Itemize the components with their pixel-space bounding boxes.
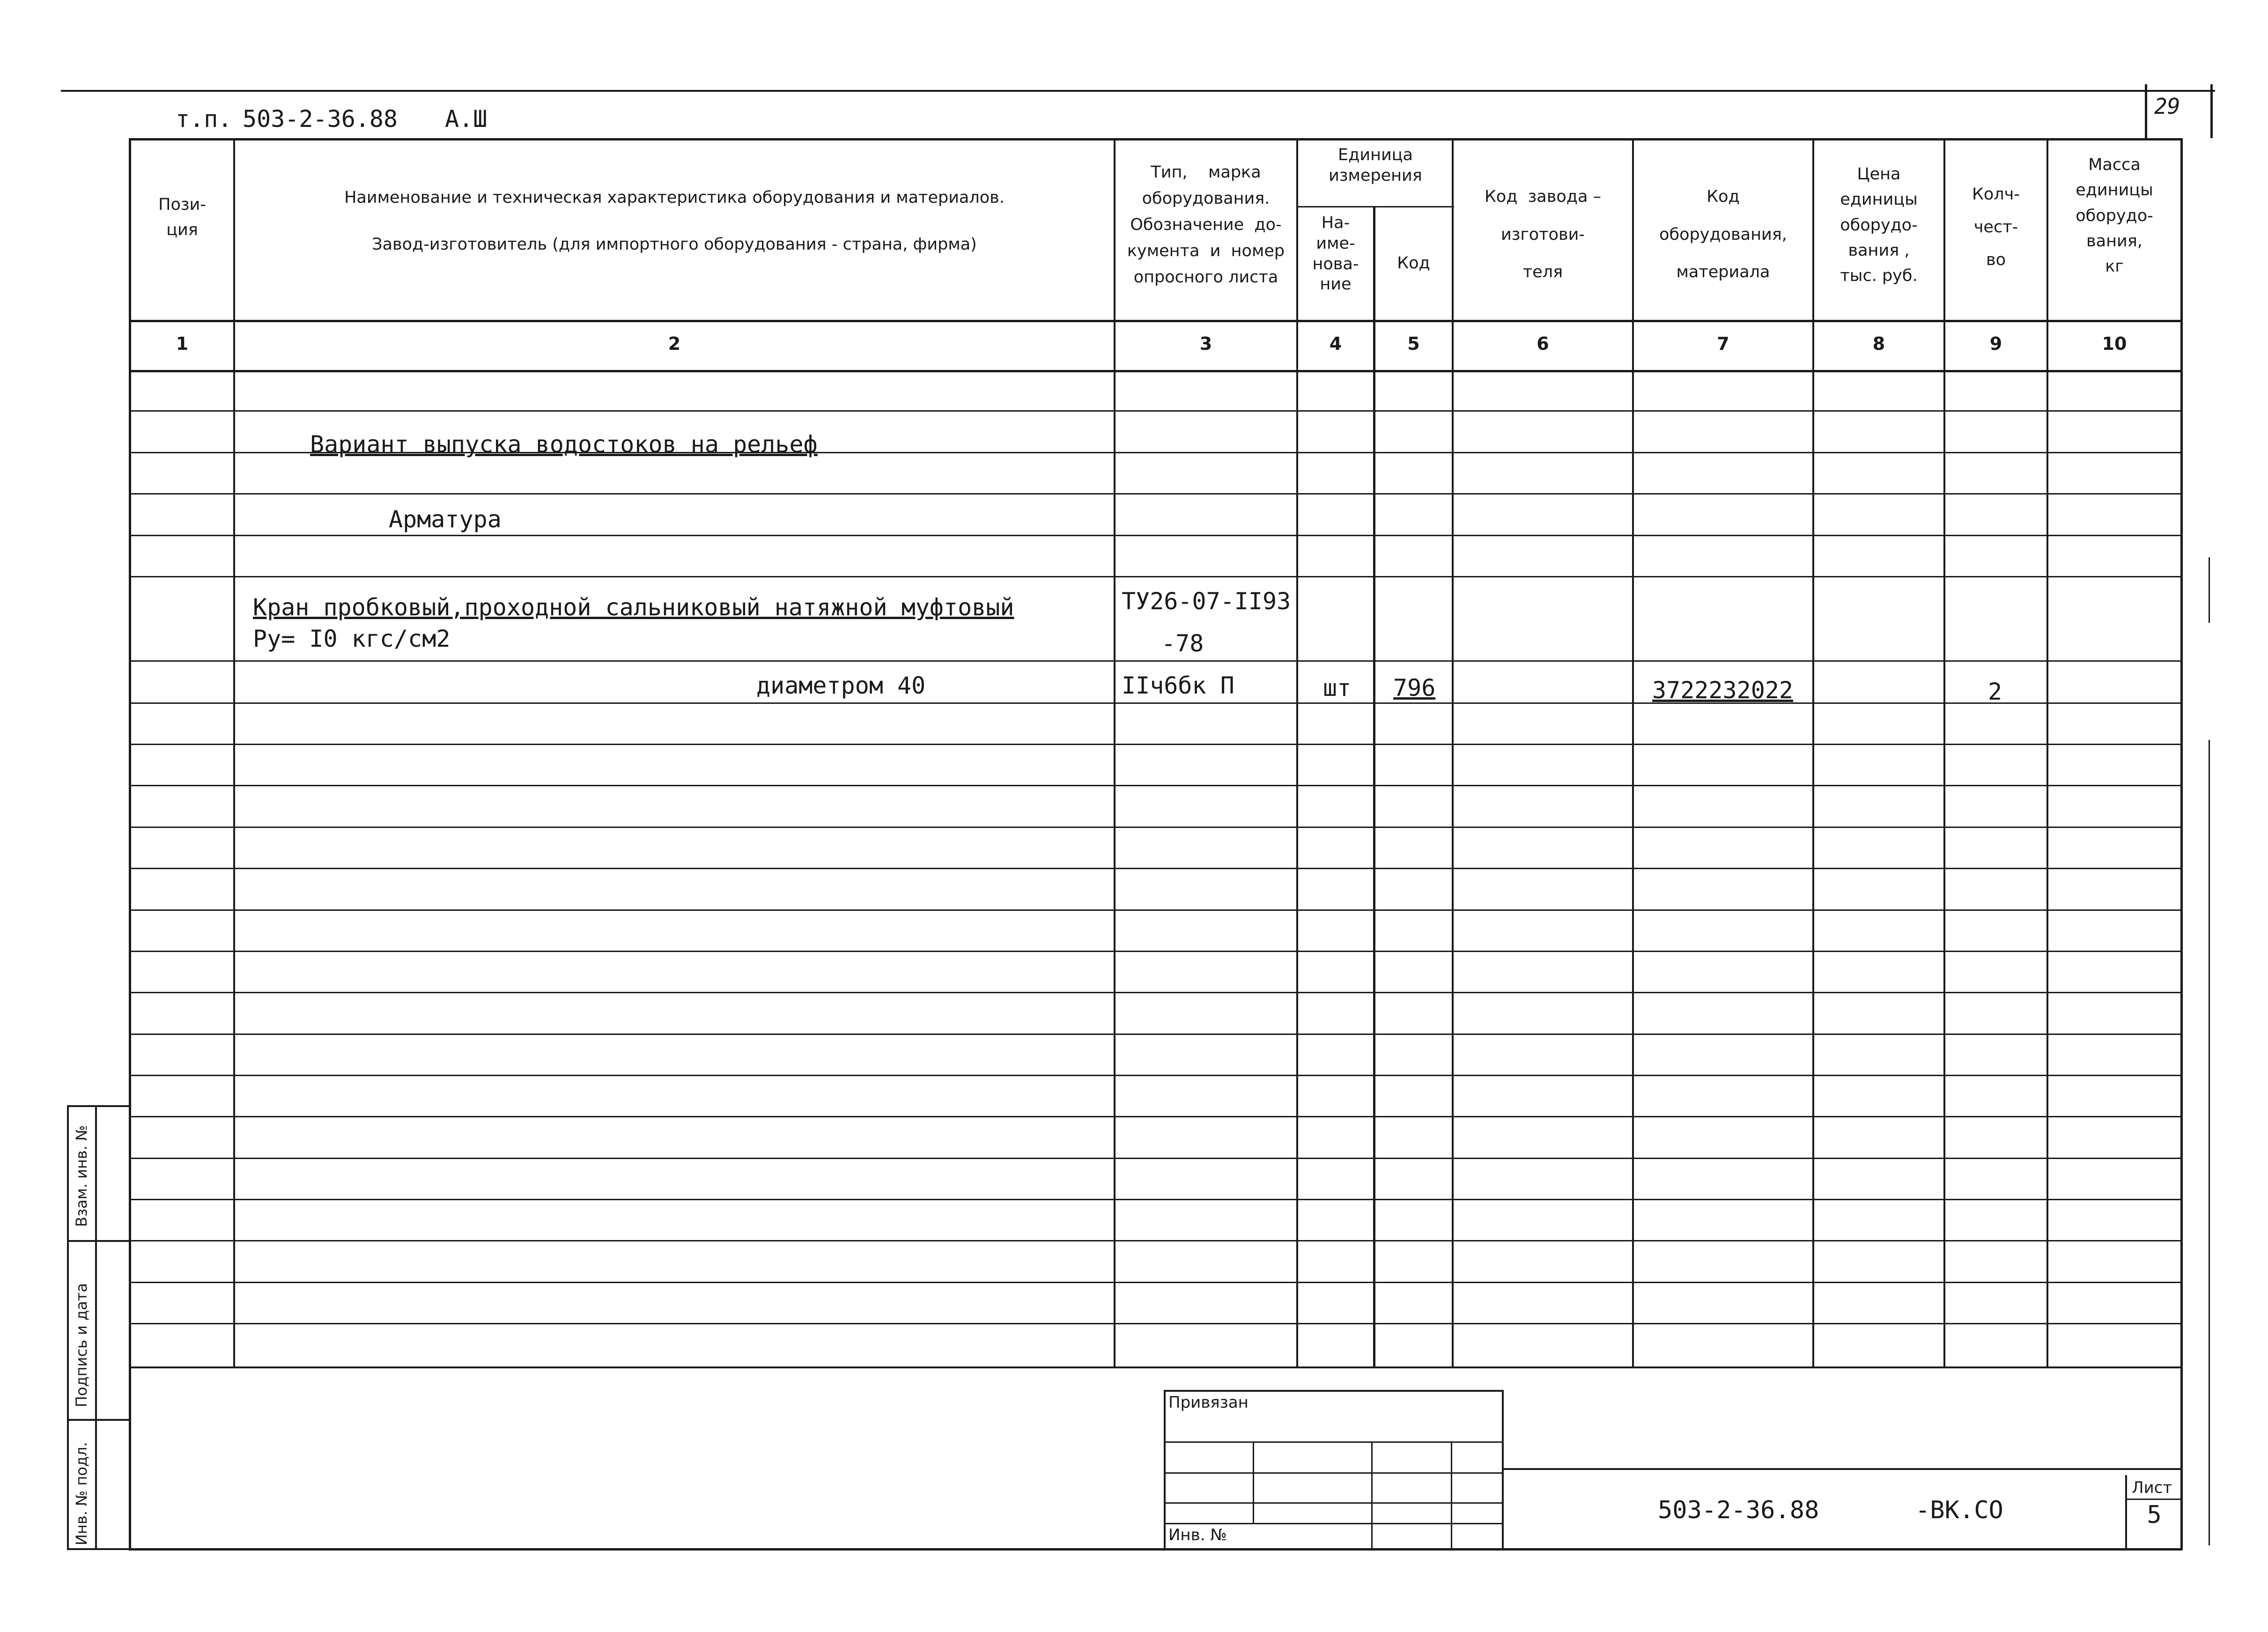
- item-quantity: 2: [1988, 678, 2002, 705]
- inv-label: Инв. №: [1168, 1526, 1227, 1544]
- col-line-4: [1373, 206, 1375, 1367]
- sheet-marker-right: [2210, 84, 2213, 138]
- row-line: [129, 1034, 2182, 1035]
- header-name-line1: Наименование и техническая характеристика оборудования и материалов.: [344, 188, 1005, 207]
- colnum-8: 8: [1872, 333, 1885, 354]
- header-price: Цена единицы оборудо- вания , тыс. руб.: [1840, 165, 1918, 285]
- header-unit-code: Код: [1397, 254, 1430, 273]
- bound-top: [1164, 1390, 1503, 1392]
- row-line: [129, 951, 2182, 952]
- document-code: 503-2-36.88: [243, 105, 398, 133]
- top-border-line: [61, 90, 2215, 92]
- bound-row4: [1164, 1523, 1503, 1524]
- sheet-marker-left: [2145, 84, 2147, 138]
- side-strip-mid: [95, 1105, 97, 1550]
- header-factory-code: Код завода – изготови- теля: [1484, 187, 1602, 281]
- doc-number: 503-2-36.88: [1658, 1496, 1819, 1524]
- colnum-2: 2: [668, 333, 681, 354]
- row-line: [129, 909, 2182, 911]
- section-title: Вариант выпуска водостоков на рельеф: [310, 431, 818, 458]
- col-line-1: [233, 138, 235, 1367]
- table-right: [2180, 138, 2183, 1550]
- row-line: [129, 1282, 2182, 1283]
- item-type-line2: -78: [1161, 630, 1204, 657]
- row-line: [129, 868, 2182, 869]
- bound-label: Привязан: [1168, 1393, 1249, 1412]
- side-strip-div1: [67, 1240, 131, 1242]
- colnum-bottom: [129, 370, 2182, 372]
- table-top: [129, 138, 2182, 140]
- col-line-5: [1452, 138, 1454, 1367]
- colnum-1: 1: [176, 333, 189, 354]
- row-line: [129, 410, 2182, 412]
- header-unit-name: На- име- нова- ние: [1312, 214, 1359, 294]
- item-type-line3: IIч6бк П: [1122, 672, 1234, 699]
- header-type: Тип, марка оборудования. Обозначение до- кумента и номер опросного листа: [1127, 163, 1285, 287]
- bound-left: [1164, 1390, 1166, 1549]
- side-strip-bottom: [67, 1548, 131, 1550]
- row-line: [129, 535, 2182, 536]
- bound-col3: [1451, 1441, 1452, 1549]
- sheet-box-div: [2125, 1499, 2181, 1500]
- row-line: [129, 744, 2182, 745]
- colnum-10: 10: [2102, 333, 2127, 354]
- bound-col2: [1371, 1441, 1373, 1549]
- item-type-line1: ТУ26-07-II93: [1122, 588, 1291, 615]
- header-unit-group: Единица измерения: [1329, 146, 1422, 185]
- row-line: [129, 1240, 2182, 1241]
- colnum-5: 5: [1407, 333, 1420, 354]
- side-label-replacement: Взам. инв. №: [73, 1125, 90, 1227]
- bound-col1: [1253, 1441, 1254, 1523]
- row-line: [129, 1199, 2182, 1200]
- header-name-line2: Завод-изготовитель (для импортного оборудования - страна, фирма): [372, 235, 977, 254]
- row-line: [129, 827, 2182, 828]
- row-line: [129, 493, 2182, 495]
- bound-row2: [1164, 1472, 1503, 1474]
- col-line-8: [1943, 138, 1945, 1367]
- row-line: [129, 992, 2182, 993]
- row-line: [129, 576, 2182, 577]
- row-line: [129, 1116, 2182, 1117]
- item-name-line2: Ру= I0 кгс/см2: [253, 625, 451, 652]
- album-label: А.Ш: [445, 105, 488, 133]
- sheet-label: Лист: [2132, 1478, 2172, 1497]
- colnum-3: 3: [1199, 333, 1212, 354]
- row-line: [129, 1323, 2182, 1324]
- title-block-top: [1502, 1468, 2182, 1470]
- row-line: [129, 1158, 2182, 1159]
- table-bottom: [129, 1548, 2182, 1551]
- header-quantity: Колч- чест- во: [1972, 185, 2020, 269]
- colnum-9: 9: [1989, 333, 2002, 354]
- bound-row3: [1164, 1502, 1503, 1504]
- bound-row1: [1164, 1441, 1503, 1443]
- sheet-marker: 29: [2154, 94, 2180, 119]
- sheet-number: 5: [2147, 1501, 2162, 1529]
- side-label-inventory: Инв. № подл.: [73, 1442, 90, 1545]
- header-bottom: [129, 320, 2182, 322]
- row-line: [129, 702, 2182, 704]
- col-line-3: [1296, 138, 1298, 1367]
- row-line: [129, 785, 2182, 786]
- subsection-title: Арматура: [389, 506, 502, 533]
- colnum-4: 4: [1329, 333, 1342, 354]
- doc-suffix: -ВК.СО: [1915, 1496, 2003, 1524]
- col-line-9: [2046, 138, 2048, 1367]
- item-unit-name: шт: [1323, 674, 1352, 702]
- item-name-line3: диаметром 40: [756, 672, 926, 699]
- side-strip-top: [67, 1105, 131, 1107]
- item-unit-code: 796: [1393, 674, 1436, 702]
- colnum-6: 6: [1537, 333, 1549, 354]
- item-equipment-code: 3722232022: [1652, 677, 1794, 704]
- item-name-line1: Кран пробковый,проходной сальниковый натяжной муфтовый: [253, 594, 1014, 621]
- side-strip-div2: [67, 1419, 131, 1421]
- side-strip-left: [67, 1105, 69, 1550]
- col-line-7: [1812, 138, 1814, 1367]
- row-line: [129, 660, 2182, 662]
- header-equipment-code: Код оборудования, материала: [1659, 187, 1787, 281]
- right-edge-mark: [2209, 740, 2210, 1545]
- series-label: т.п.: [176, 105, 232, 133]
- header-position: Пози- ция: [158, 195, 206, 240]
- right-edge-mark: [2209, 557, 2210, 623]
- col-line-2: [1114, 138, 1116, 1367]
- colnum-7: 7: [1717, 333, 1729, 354]
- col-line-6: [1632, 138, 1634, 1367]
- side-label-signature: Подпись и дата: [73, 1283, 90, 1407]
- row-line: [129, 1075, 2182, 1076]
- grid-bottom: [129, 1366, 2182, 1368]
- unit-split: [1297, 206, 1454, 207]
- header-mass: Масса единицы оборудо- вания, кг: [2076, 155, 2153, 276]
